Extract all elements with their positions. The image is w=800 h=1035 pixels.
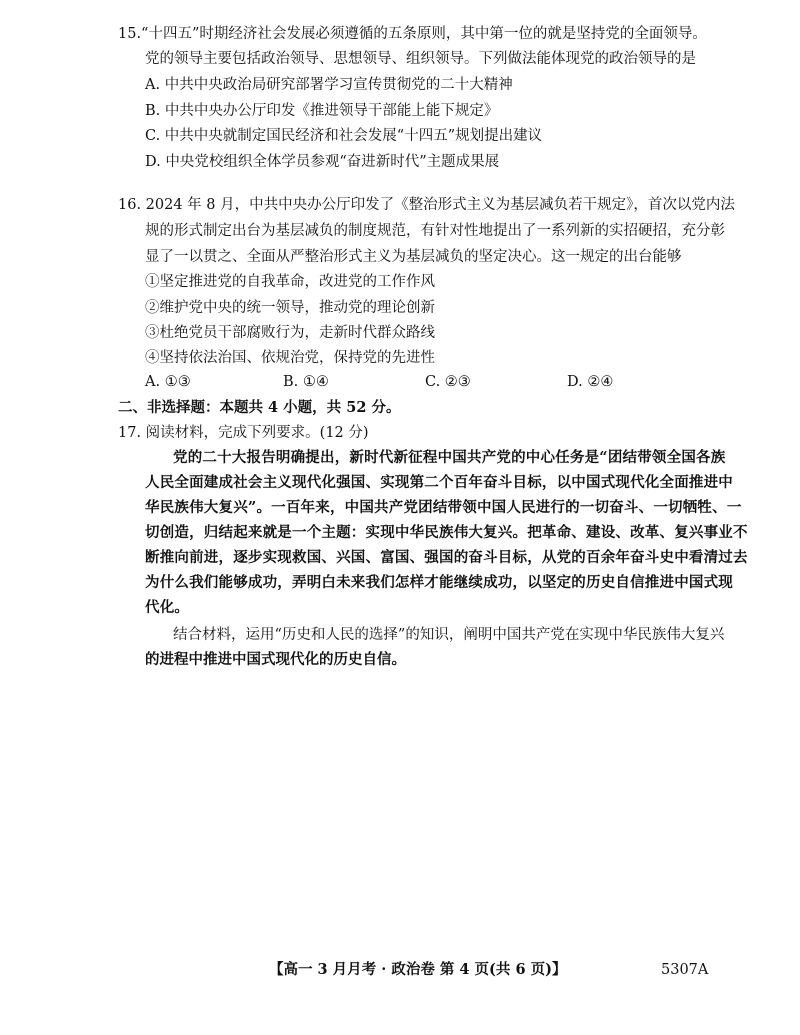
- q17-material-line3: 华民族伟大复兴”。一百年来，中国共产党团结带领中国人民进行的一切奋斗、一切牺牲、一: [145, 499, 742, 516]
- q17-task-line1: 结合材料，运用“历史和人民的选择”的知识，阐明中国共产党在实现中华民族伟大复兴: [173, 627, 725, 643]
- q15-option-a: A. 中共中央政治局研究部署学习宣传贯彻党的二十大精神: [145, 77, 513, 93]
- q17-material-line7: 代化。: [145, 599, 190, 616]
- q17-task-line2: 的进程中推进中国式现代化的历史自信。: [145, 651, 406, 668]
- q16-choice-a: A. ①③: [145, 374, 191, 390]
- q16-stem-line1: 16. 2024 年 8 月，中共中央办公厅印发了《整治形式主义为基层减负若干规定》，首次以党内法: [118, 197, 735, 213]
- q16-item-2: ②维护党中央的统一领导，推动党的理论创新: [145, 300, 435, 316]
- q17-material-line5: 断推向前进，逐步实现救国、兴国、富国、强国的奋斗目标，从党的百余年奋斗史中看清过去: [145, 549, 748, 566]
- q17-prompt: 17. 阅读材料，完成下列要求。(12 分): [118, 425, 369, 441]
- q16-choice-c: C. ②③: [425, 374, 471, 390]
- q16-choice-b: B. ①④: [283, 374, 329, 390]
- q15-option-c: C. 中共中央就制定国民经济和社会发展“十四五”规划提出建议: [145, 128, 543, 144]
- section-heading: 二、非选择题：本题共 4 小题，共 52 分。: [118, 399, 401, 416]
- q16-choices: [145, 371, 645, 393]
- q15-stem-line2: 党的领导主要包括政治领导、思想领导、组织领导。下列做法能体现党的政治领导的是: [145, 51, 696, 67]
- q17-material-line1: 党的二十大报告明确提出，新时代新征程中国共产党的中心任务是“团结带领全国各族: [173, 449, 726, 466]
- q16-item-3: ③杜绝党员干部腐败行为，走新时代群众路线: [145, 325, 435, 341]
- q16-item-1: ①坚定推进党的自我革命，改进党的工作作风: [145, 274, 435, 290]
- q15-option-d: D. 中央党校组织全体学员参观“奋进新时代”主题成果展: [145, 154, 500, 170]
- page-footer-code: 5307A: [661, 962, 709, 978]
- q17-material-line2: 人民全面建成社会主义现代化强国、实现第二个百年奋斗目标，以中国式现代化全面推进中: [145, 474, 733, 491]
- q16-choice-d: D. ②④: [567, 374, 614, 390]
- q17-material-line6: 为什么我们能够成功，弄明白未来我们怎样才能继续成功，以坚定的历史自信推进中国式现: [145, 574, 733, 591]
- q16-stem-line3: 显了一以贯之、全面从严整治形式主义为基层减负的坚定决心。这一规定的出台能够: [145, 249, 682, 265]
- q16-stem-line2: 规的形式制定出台为基层减负的制度规范，有针对性地提出了一系列新的实招硬招，充分彰: [145, 223, 725, 239]
- q16-item-4: ④坚持依法治国、依规治党，保持党的先进性: [145, 350, 435, 366]
- page-footer-title: 【高一 3 月月考 · 政治卷 第 4 页(共 6 页)】: [269, 961, 567, 978]
- q15-option-b: B. 中共中央办公厅印发《推进领导干部能上能下规定》: [145, 103, 499, 119]
- q17-material-line4: 切创造，归结起来就是一个主题：实现中华民族伟大复兴。把革命、建设、改革、复兴事业不: [145, 524, 748, 541]
- q15-stem-line1: 15.“十四五”时期经济社会发展必须遵循的五条原则，其中第一位的就是坚持党的全面领导。: [118, 26, 707, 42]
